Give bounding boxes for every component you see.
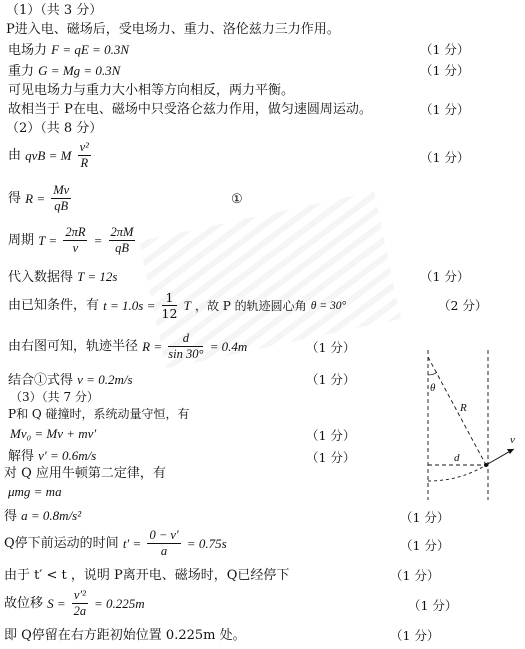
- accel-prefix: 得: [4, 509, 18, 524]
- disp-numerator: v′²: [73, 588, 86, 602]
- radius-lhs: R =: [25, 190, 46, 206]
- angle-score: （2 分）: [438, 298, 488, 313]
- disp-prefix: 故位移: [4, 595, 44, 611]
- electric-force-line: [8, 42, 129, 59]
- conclusion-score: （1 分）: [420, 102, 470, 117]
- combine-equation: v = 0.2m/s: [77, 372, 133, 387]
- electric-score: （1 分）: [420, 42, 470, 57]
- substitute-prefix: 代入数据得: [8, 270, 74, 285]
- lorentz-denominator: R: [80, 156, 89, 170]
- part2-header: （2）（共 8 分）: [6, 121, 103, 136]
- equation-mark-1: ①: [231, 192, 243, 207]
- radius-fraction: [51, 183, 71, 214]
- gravity-line: [8, 63, 120, 80]
- trajectory-arc: [428, 465, 486, 481]
- solve-equation: v′ = 0.6m/s: [38, 448, 97, 463]
- disp-score: （1 分）: [408, 598, 458, 613]
- theta-label: θ: [430, 382, 436, 394]
- angle-arc: [428, 372, 437, 375]
- momentum-equation: Mv₀ = Mv + mv′: [10, 426, 97, 441]
- time-score: （1 分）: [400, 538, 450, 553]
- substitute-score: （1 分）: [420, 269, 470, 284]
- lorentz-fraction: [78, 140, 91, 171]
- time-numerator: 0 − v′: [149, 528, 179, 542]
- accel-line: [4, 508, 81, 525]
- combine-line: [8, 372, 133, 389]
- angle-denominator: 12: [161, 306, 178, 321]
- accel-equation: a = 0.8m/s²: [21, 508, 82, 523]
- radius-line: [8, 183, 73, 214]
- track-denominator: sin 30°: [168, 347, 204, 361]
- period-denominator-2: qB: [115, 241, 129, 255]
- period-denominator-1: v: [72, 241, 79, 255]
- radius-prefix: 得: [8, 190, 22, 206]
- accel-score: （1 分）: [400, 510, 450, 525]
- conclusion-text: 故相当于 P在电、磁场中只受洛仑兹力作用，做匀速圆周运动。: [8, 102, 372, 117]
- track-numerator: d: [168, 331, 203, 347]
- time-prefix: Q停下前运动的时间: [4, 535, 119, 551]
- radius-line: [428, 357, 486, 465]
- substitute-equation: T = 12s: [77, 269, 118, 284]
- period-lhs: T =: [38, 232, 58, 248]
- lorentz-prefix: 由: [8, 147, 22, 163]
- time-fraction: [147, 528, 180, 559]
- disp-result: = 0.225m: [94, 595, 145, 611]
- solve-prefix: 解得: [8, 449, 35, 464]
- angle-fraction: [162, 290, 178, 321]
- angle-T: T: [183, 297, 191, 313]
- radius-denominator: qB: [54, 199, 69, 213]
- time-result: = 0.75s: [186, 535, 227, 551]
- angle-equation: t = 1.0s =: [103, 297, 156, 313]
- track-fraction: [168, 331, 203, 362]
- lorentz-line: [8, 140, 93, 171]
- final-text: 即 Q停留在右方距初始位置 0.225m 处。: [4, 628, 246, 643]
- velocity-arrowhead: [507, 449, 514, 454]
- newton-equation: μmg = ma: [8, 484, 62, 499]
- disp-line: [4, 588, 145, 619]
- part1-intro: P进入电、磁场后，受电场力、重力、洛伦兹力三力作用。: [6, 22, 340, 37]
- period-fraction-1: [63, 225, 87, 256]
- disp-lhs: S =: [47, 595, 66, 611]
- since-score: （1 分）: [390, 568, 440, 583]
- time-line: [4, 528, 227, 559]
- disp-fraction: [72, 588, 88, 619]
- distance-label: d: [454, 452, 460, 464]
- disp-denominator: 2a: [73, 604, 87, 618]
- period-numerator-2: 2πM: [110, 225, 134, 239]
- angle-suffix: ，故 P 的轨迹圆心角: [194, 298, 307, 313]
- part1-header: （1）（共 3 分）: [6, 3, 103, 18]
- track-prefix: 由右图可知，轨迹半径: [8, 338, 139, 354]
- trajectory-figure: [410, 345, 522, 505]
- radius-numerator: Mv: [53, 183, 70, 197]
- collision-text: P和 Q 碰撞时，系统动量守恒，有: [8, 407, 190, 421]
- period-line: 周期 T = $\frac{2\pi R}{v}$ = $\frac{2\pi M}{qB}$: [8, 225, 134, 255]
- newton-text: 对 Q 应用牛顿第二定律，有: [4, 466, 166, 481]
- lorentz-score: （1 分）: [420, 150, 470, 165]
- since-text: 由于 t′ < t ，说明 P离开电、磁场时，Q已经停下: [4, 568, 290, 583]
- lorentz-numerator: v²: [79, 140, 89, 154]
- final-score: （1 分）: [390, 628, 440, 643]
- time-lhs: t′ =: [122, 535, 142, 551]
- solve-score: （1 分）: [306, 450, 356, 465]
- part3-header: （3）（共 7 分）: [10, 390, 99, 404]
- angle-line: [8, 290, 346, 321]
- lorentz-lhs: qvB = M: [25, 147, 72, 163]
- angle-value: θ = 30°: [310, 299, 347, 312]
- electric-equation: F = qE = 0.3N: [51, 42, 130, 57]
- radius-label: R: [460, 402, 467, 414]
- track-score: （1 分）: [306, 340, 356, 355]
- period-fraction-2: [109, 225, 136, 256]
- track-line: [8, 331, 247, 362]
- balance-text: 可见电场力与重力大小相等方向相反，两力平衡。: [8, 83, 295, 98]
- period-numerator-1: 2πR: [65, 225, 86, 239]
- angle-numerator: 1: [162, 290, 178, 306]
- momentum-score: （1 分）: [306, 428, 356, 443]
- time-denominator: a: [160, 544, 168, 558]
- track-lhs: R =: [142, 338, 163, 354]
- gravity-score: （1 分）: [420, 63, 470, 78]
- substitute-line: [8, 269, 117, 286]
- combine-score: （1 分）: [306, 372, 356, 387]
- velocity-label: v: [510, 434, 515, 446]
- solve-line: [8, 448, 96, 465]
- electric-label: 电场力: [8, 43, 48, 58]
- gravity-equation: G = Mg = 0.3N: [38, 63, 121, 78]
- angle-prefix: 由已知条件，有: [8, 297, 100, 313]
- gravity-label: 重力: [8, 64, 35, 79]
- track-result: = 0.4m: [209, 338, 248, 354]
- combine-prefix: 结合①式得: [8, 373, 74, 388]
- period-prefix: 周期: [8, 232, 35, 248]
